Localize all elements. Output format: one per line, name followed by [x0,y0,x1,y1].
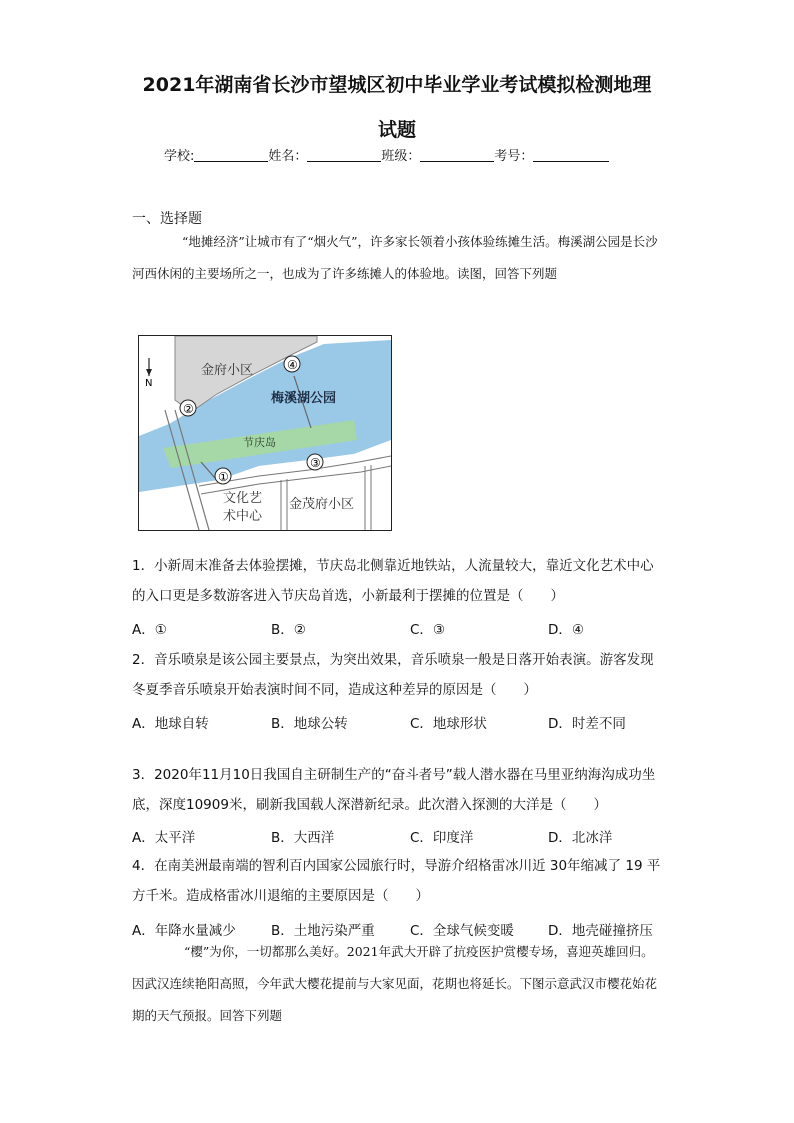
question-4-text: 4．在南美洲最南端的智利百内国家公园旅行时，导游介绍格雷冰川近 30年缩减了 19 平方千米。造成格雷冰川退缩的主要原因是（ ） [132,858,661,904]
student-info-row [164,145,609,164]
name-blank[interactable] [307,148,381,162]
marker-1-label: ① [218,470,229,484]
intro-paragraph: “地摊经济”让城市有了“烟火气”，许多家长领着小孩体验练摊生活。梅溪湖公园是长沙河西休闲的主要场所之一，也成为了许多练摊人的体验地。读图，回答下列题 [132,234,658,281]
q4-option-d[interactable]: D．地壳碰撞挤压 [548,923,653,939]
marker-4 [284,356,300,372]
q3-option-a[interactable]: A．太平洋 [132,830,196,846]
exam-no-label: 考号： [494,149,534,164]
question-2-text: 2．音乐喷泉是该公园主要景点，为突出效果，音乐喷泉一般是日落开始表演。游客发现冬夏季音乐喷泉开始表演时间不同，造成这种差异的原因是（ ） [132,652,654,698]
north-label: N [145,378,153,389]
jinmao-label: 金茂府小区 [289,497,355,512]
marker-1 [215,468,231,484]
q2-option-a[interactable]: A．地球自转 [132,716,209,732]
q1-option-b[interactable]: B．② [271,622,306,638]
jinfu-label: 金府小区 [201,363,254,378]
q1-option-c[interactable]: C．③ [410,622,446,638]
question-3-text: 3．2020年11月10日我国自主研制生产的“奋斗者号”载人潜水器在马里亚纳海沟成功坐底，深度10909米，刷新我国载人深潜新纪录。此次潜入探测的大洋是（ ） [132,767,656,813]
document-title-line1: 2021年湖南省长沙市望城区初中毕业学业考试模拟检测地理 [142,74,652,96]
marker-3 [307,454,323,470]
school-label: 学校: [164,149,195,164]
q4-option-b[interactable]: B．土地污染严重 [271,923,375,939]
island-label: 节庆岛 [243,436,276,449]
section-title: 一、选择题 [132,211,202,227]
q2-option-b[interactable]: B．地球公转 [271,716,348,732]
name-label: 姓名： [268,149,308,164]
marker-3-label: ③ [310,456,321,470]
culture-center-label-2: 术中心 [223,509,263,524]
park-map-svg [139,336,391,530]
q4-option-a[interactable]: A．年降水量减少 [132,923,236,939]
class-blank[interactable] [420,148,494,162]
closing-paragraph: “樱”为你，一切都那么美好。2021年武大开辟了抗疫医护赏樱专场，喜迎英雄回归。因武汉连续艳阳高照，今年武大樱花提前与大家见面，花期也将延长。下图示意武汉市樱花始花期的天气预报。回答下列题 [132,944,658,1023]
q1-option-a[interactable]: A．① [132,622,167,638]
marker-4-label: ④ [287,358,298,372]
school-blank[interactable] [194,148,268,162]
class-label: 班级： [381,149,421,164]
q3-option-d[interactable]: D．北冰洋 [548,830,613,846]
q3-option-c[interactable]: C．印度洋 [410,830,474,846]
document-title-line2: 试题 [377,119,416,141]
q2-option-c[interactable]: C．地球形状 [410,716,487,732]
q3-option-b[interactable]: B．大西洋 [271,830,335,846]
park-label: 梅溪湖公园 [271,391,337,406]
marker-2-label: ② [183,402,194,416]
exam-no-blank[interactable] [533,148,609,162]
q1-option-d[interactable]: D．④ [548,622,584,638]
culture-center-label-1: 文化艺 [223,491,263,506]
marker-2 [180,400,196,416]
question-1-text: 1．小新周末准备去体验摆摊，节庆岛北侧靠近地铁站，人流量较大，靠近文化艺术中心的入口更是多数游客进入节庆岛首选，小新最利于摆摊的位置是（ ） [132,558,654,604]
q2-option-d[interactable]: D．时差不同 [548,716,626,732]
q4-option-c[interactable]: C．全球气候变暖 [410,923,514,939]
park-map [138,335,392,531]
